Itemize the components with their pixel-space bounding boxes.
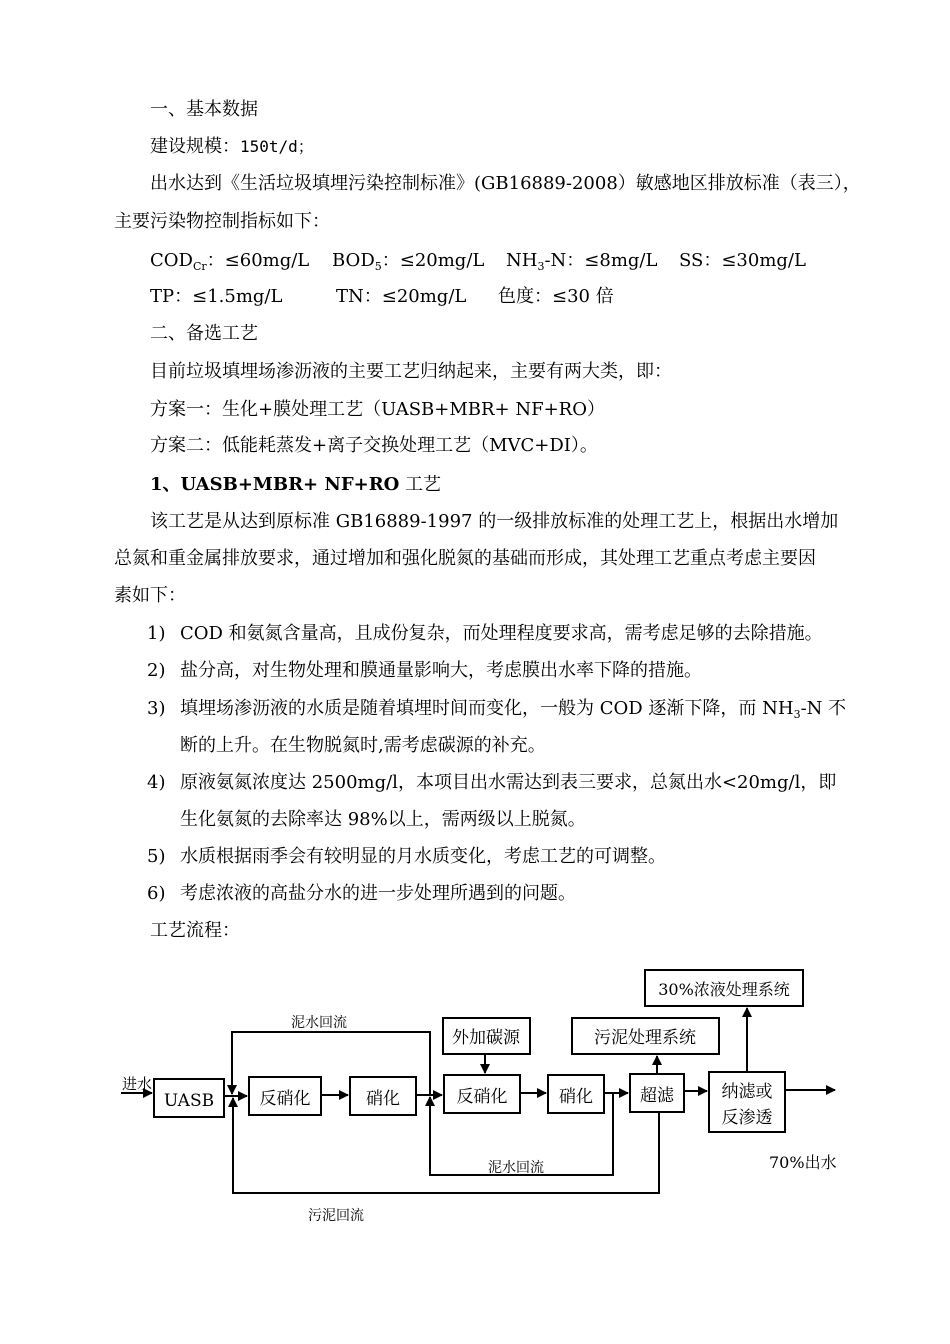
list-item-text: 盐分高，对生物处理和膜通量影响大，考虑膜出水率下降的措施。 — [180, 660, 702, 681]
denitrification-label-1: 反硝化 — [259, 1089, 311, 1109]
list-item-number: 4) — [147, 772, 166, 793]
return-middle-label: 泥水回流 — [488, 1160, 544, 1176]
uasb-label: UASB — [163, 1091, 215, 1111]
sludge-return-label: 污泥回流 — [308, 1208, 364, 1224]
flow-label: 工艺流程： — [150, 920, 240, 941]
process-para-line-1: 该工艺是从达到原标准 GB16889-1997 的一级排放标准的处理工艺上，根据出水增加 — [150, 511, 839, 532]
alternatives-intro: 目前垃圾填埋场渗沥液的主要工艺归纳起来，主要有两大类，即： — [150, 361, 672, 382]
list-item-text: 考虑浓液的高盐分水的进一步处理所遇到的问题。 — [180, 883, 576, 904]
nitrification-label-2: 硝化 — [559, 1087, 593, 1107]
process-para-line-3: 素如下： — [114, 585, 186, 606]
nanofiltration-label-2: 反渗透 — [721, 1108, 773, 1128]
indicator-tn: TN：≤20mg/L — [336, 286, 467, 307]
nanofiltration-label-1: 纳滤或 — [721, 1082, 773, 1102]
concentrate-system-label: 30%浓液处理系统 — [658, 980, 790, 999]
indicator-cod: $COD_{Cr}$：≤60mg/L — [150, 250, 310, 273]
plan-two: 方案二：低能耗蒸发+离子交换处理工艺（MVC+DI）。 — [150, 435, 598, 456]
section-heading-alternatives: 二、备选工艺 — [150, 323, 258, 344]
denitrification-label-2: 反硝化 — [456, 1087, 508, 1107]
list-item-number: 5) — [147, 846, 166, 867]
standard-line-1: 出水达到《生活垃圾填埋污染控制标准》(GB16889-2008）敏感地区排放标准（表三）， — [150, 173, 861, 194]
section-heading-basic-data: 一、基本数据 — [150, 99, 258, 120]
list-item-number: 2) — [147, 660, 166, 681]
scale-value: 150t/d； — [240, 137, 314, 156]
scale-label: 建设规模： — [150, 136, 240, 157]
list-item-text: COD 和氨氮含量高，且成份复杂，而处理程度要求高，需考虑足够的去除措施。 — [180, 623, 823, 644]
list-item-text: 水质根据雨季会有较明显的月水质变化，考虑工艺的可调整。 — [180, 846, 666, 867]
sludge-system-label: 污泥处理系统 — [594, 1028, 696, 1048]
list-item-text-cont: 生化氨氮的去除率达 98%以上，需两级以上脱氮。 — [180, 809, 586, 830]
standard-line-2: 主要污染物控制指标如下： — [114, 211, 330, 232]
carbon-source-label: 外加碳源 — [452, 1028, 520, 1048]
subsection-heading: 1、UASB+MBR+ NF+RO 工艺 — [150, 474, 442, 495]
inflow-label: 进水 — [122, 1075, 153, 1093]
ultrafiltration-label: 超滤 — [640, 1086, 674, 1106]
return-top-label: 泥水回流 — [291, 1015, 347, 1031]
process-para-line-2: 总氮和重金属排放要求，通过增加和强化脱氮的基础而形成，其处理工艺重点考虑主要因 — [114, 548, 816, 569]
list-item-number: 1) — [147, 623, 166, 644]
list-item-text: 填埋场渗沥液的水质是随着填埋时间而变化，一般为 COD 逐渐下降，而 $NH_3-N$ 不 — [180, 698, 847, 721]
indicator-ss: SS：≤30mg/L — [679, 250, 806, 271]
list-item-text: 原液氨氮浓度达 2500mg/l，本项目出水需达到表三要求，总氮出水<20mg/l，即 — [180, 772, 837, 793]
outflow-label: 70%出水 — [769, 1153, 837, 1172]
indicator-bod: $BOD_5$：≤20mg/L — [332, 250, 485, 273]
indicator-tp: TP：≤1.5mg/L — [150, 286, 283, 307]
list-item-text-cont: 断的上升。在生物脱氮时,需考虑碳源的补充。 — [180, 735, 546, 756]
list-item-number: 6) — [147, 883, 166, 904]
plan-one: 方案一：生化+膜处理工艺（UASB+MBR+ NF+RO） — [150, 399, 605, 420]
list-item-number: 3) — [147, 698, 166, 719]
nitrification-label-1: 硝化 — [366, 1089, 400, 1109]
indicator-nh3n: $NH_3-N$：≤8mg/L — [506, 250, 658, 273]
indicator-color: 色度：≤30 倍 — [498, 286, 614, 307]
